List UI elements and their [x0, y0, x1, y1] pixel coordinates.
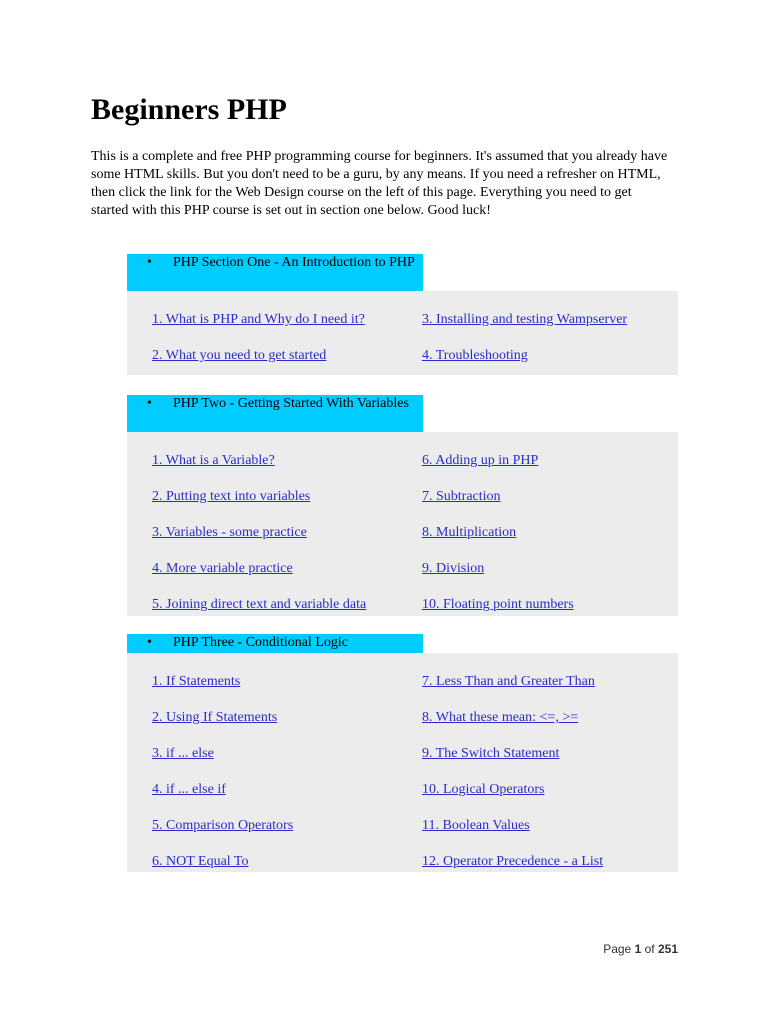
section-links	[127, 653, 678, 872]
link-row	[127, 478, 678, 514]
lesson-link[interactable]: 5. Comparison Operators	[152, 818, 294, 833]
lesson-link[interactable]: 6. NOT Equal To	[152, 854, 249, 869]
section-links	[127, 291, 678, 375]
section-header	[127, 395, 423, 432]
lesson-link[interactable]: 6. Adding up in PHP	[422, 453, 539, 468]
link-row	[127, 442, 678, 478]
lesson-link[interactable]: 11. Boolean Values	[422, 818, 530, 833]
bullet-icon: •	[147, 396, 152, 411]
lesson-link[interactable]: 7. Subtraction	[422, 489, 501, 504]
bullet-icon: •	[147, 635, 152, 650]
lesson-link[interactable]: 9. The Switch Statement	[422, 746, 560, 761]
lesson-link[interactable]: 4. More variable practice	[152, 561, 293, 576]
section-three	[127, 634, 678, 872]
page-number: 1	[634, 942, 642, 956]
page-title: Beginners PHP	[91, 93, 287, 126]
lesson-link[interactable]: 4. if ... else if	[152, 782, 226, 797]
section-header-label: PHP Two - Getting Started With Variables	[173, 396, 409, 411]
lesson-link[interactable]: 9. Division	[422, 561, 485, 576]
lesson-link[interactable]: 2. Putting text into variables	[152, 489, 311, 504]
section-one	[127, 254, 678, 375]
bullet-icon: •	[147, 255, 152, 270]
section-two	[127, 395, 678, 616]
section-links	[127, 432, 678, 616]
section-header-label: PHP Section One - An Introduction to PHP	[173, 255, 415, 270]
lesson-link[interactable]: 1. What is a Variable?	[152, 453, 275, 468]
lesson-link[interactable]: 8. Multiplication	[422, 525, 517, 540]
link-row	[127, 807, 678, 843]
link-row	[127, 843, 678, 879]
intro-paragraph: This is a complete and free PHP programming course for beginners. It's assumed that you already have some HTML skills. But you don't need to be a guru, by any means. If you need a refresher on HTML, then click the link for the Web Design course on the left of this page. Everything you need to get started with this PHP course is set out in section one below. Good luck!	[91, 149, 668, 218]
lesson-link[interactable]: 7. Less Than and Greater Than	[422, 674, 595, 689]
section-header-label: PHP Three - Conditional Logic	[173, 635, 348, 650]
page-footer	[603, 942, 678, 956]
lesson-link[interactable]: 10. Logical Operators	[422, 782, 545, 797]
link-row	[127, 301, 678, 337]
link-row	[127, 771, 678, 807]
section-header	[127, 634, 423, 653]
page-word: Page	[603, 942, 632, 956]
section-header	[127, 254, 423, 291]
lesson-link[interactable]: 5. Joining direct text and variable data	[152, 597, 367, 612]
lesson-link[interactable]: 10. Floating point numbers	[422, 597, 574, 612]
total-pages: 251	[657, 942, 678, 956]
link-row	[127, 514, 678, 550]
link-row	[127, 337, 678, 373]
lesson-link[interactable]: 4. Troubleshooting	[422, 348, 528, 363]
link-row	[127, 663, 678, 699]
lesson-link[interactable]: 2. What you need to get started	[152, 348, 327, 363]
lesson-link[interactable]: 8. What these mean: <=, >=	[422, 710, 579, 725]
lesson-link[interactable]: 3. Variables - some practice	[152, 525, 307, 540]
lesson-link[interactable]: 3. Installing and testing Wampserver	[422, 312, 628, 327]
link-row	[127, 699, 678, 735]
lesson-link[interactable]: 2. Using If Statements	[152, 710, 278, 725]
of-word: of	[644, 942, 655, 956]
link-row	[127, 550, 678, 586]
lesson-link[interactable]: 3. if ... else	[152, 746, 214, 761]
lesson-link[interactable]: 12. Operator Precedence - a List	[422, 854, 604, 869]
link-row	[127, 735, 678, 771]
lesson-link[interactable]: 1. What is PHP and Why do I need it?	[152, 312, 365, 327]
lesson-link[interactable]: 1. If Statements	[152, 674, 241, 689]
link-row	[127, 586, 678, 622]
